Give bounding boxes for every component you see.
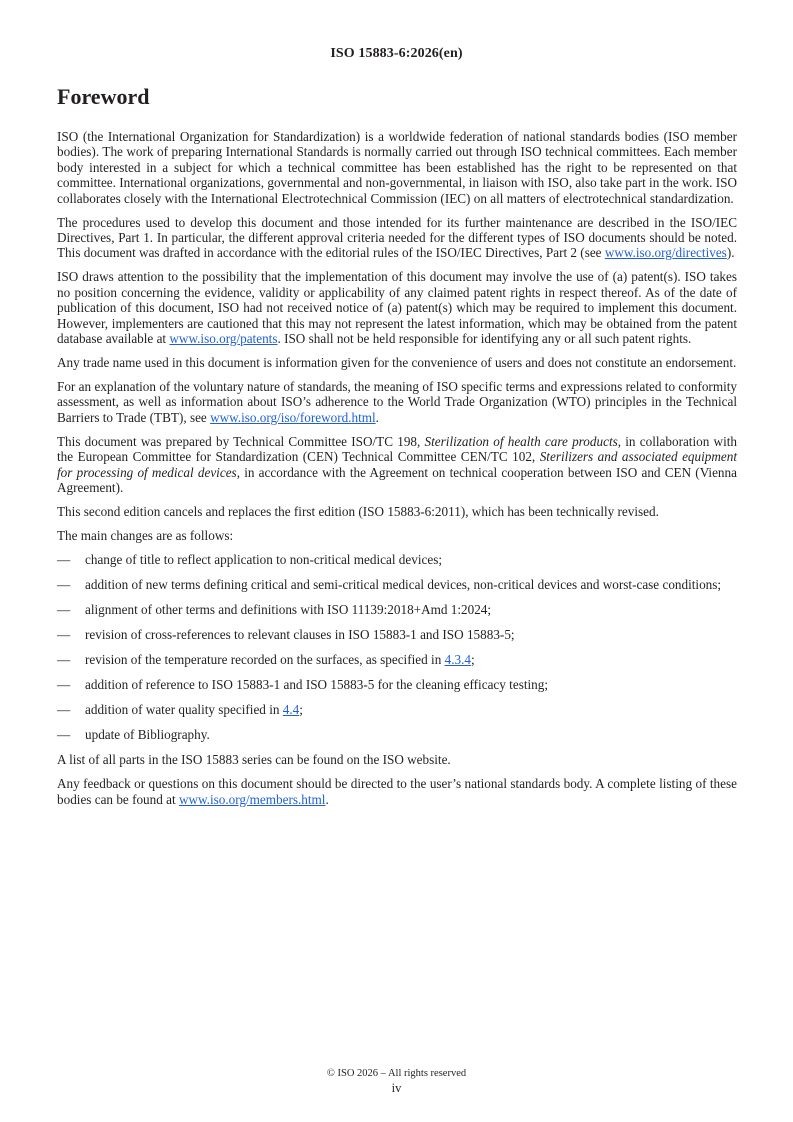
list-item-text: ; bbox=[470, 652, 475, 668]
paragraph-patents bbox=[57, 269, 737, 346]
list-item-text: addition of reference to ISO 15883-1 and ISO 15883-5 for the cleaning efficacy testing; bbox=[85, 677, 549, 693]
paragraph-text: . bbox=[325, 791, 329, 807]
paragraph-series-list: A list of all parts in the ISO 15883 series can be found on the ISO website. bbox=[57, 752, 451, 768]
dash-bullet: — bbox=[57, 577, 71, 593]
page-number: iv bbox=[391, 1081, 402, 1095]
dash-bullet: — bbox=[57, 727, 71, 743]
committee-title-cen: Sterilizers and associated equipment for processing of medical devices bbox=[57, 449, 738, 480]
dash-bullet: — bbox=[57, 652, 71, 668]
paragraph-procedures bbox=[57, 215, 737, 261]
page-footer bbox=[0, 1066, 793, 1096]
paragraph-text: . ISO shall not be held responsible for identifying any or all such patent rights. bbox=[277, 331, 692, 347]
dash-bullet: — bbox=[57, 627, 71, 643]
paragraph-edition: This second edition cancels and replaces the first edition (ISO 15883-6:2011), which has been technically revised. bbox=[57, 504, 659, 520]
list-item bbox=[57, 727, 737, 742]
paragraph-text: , in collaboration with the European Committee for Standardization (CEN) Technical Committee CEN/TC 102, bbox=[57, 433, 737, 465]
copyright-notice: © ISO 2026 – All rights reserved bbox=[326, 1068, 467, 1079]
list-item bbox=[57, 652, 737, 667]
paragraph-main-changes-intro: The main changes are as follows: bbox=[57, 528, 234, 544]
clause-4-4-link[interactable]: 4.4 bbox=[282, 702, 300, 718]
paragraph-text: The procedures used to develop this document and those intended for its further maintenance are described in the ISO/IEC Directives, Part 1. In particular, the different approval criteria needed for the different types of ISO documents should be noted. This document was drafted in accordance with the editorial rules of the ISO/IEC Directives, Part 2 (see bbox=[57, 214, 737, 261]
list-item-text: addition of new terms defining critical and semi-critical medical devices, non-critical devices and worst-case conditions; bbox=[85, 577, 722, 593]
dash-bullet: — bbox=[57, 552, 71, 568]
list-item-text: alignment of other terms and definitions with ISO 11139:2018+Amd 1:2024; bbox=[85, 602, 492, 618]
list-item bbox=[57, 602, 737, 617]
dash-bullet: — bbox=[57, 677, 71, 693]
paragraph-trade-name: Any trade name used in this document is information given for the convenience of users and does not constitute an endorsement. bbox=[57, 355, 737, 371]
list-item-text: update of Bibliography. bbox=[85, 727, 210, 743]
paragraph-text: ). bbox=[726, 245, 735, 261]
list-item-text: addition of water quality specified in bbox=[85, 702, 283, 718]
list-item bbox=[57, 702, 737, 717]
committee-title-iso: Sterilization of health care products bbox=[424, 433, 618, 449]
paragraph-iso-intro: ISO (the International Organization for Standardization) is a worldwide federation of national standards bodies (ISO member bodies). The work of preparing International Standards is normally carried out through ISO technical committees. Each member body interested in a subject for which a technical committee has been established has the right to be represented on that committee. International organizations, governmental and non-governmental, in liaison with ISO, also take part in the work. ISO collaborates closely with the International Electrotechnical Commission (IEC) on all matters of electrotechnical standardization. bbox=[57, 129, 737, 206]
paragraph-text: Any feedback or questions on this document should be directed to the user’s national standards body. A complete listing of these bodies can be found at bbox=[57, 776, 737, 807]
changes-list bbox=[57, 552, 737, 742]
list-item bbox=[57, 677, 737, 692]
foreword-link[interactable]: www.iso.org/iso/foreword.html bbox=[210, 409, 376, 425]
paragraph-text: This document was prepared by Technical Committee ISO/TC 198, bbox=[57, 433, 425, 449]
list-item bbox=[57, 627, 737, 642]
list-item-text: change of title to reflect application to non-critical medical devices; bbox=[85, 552, 443, 568]
patents-link[interactable]: www.iso.org/patents bbox=[169, 331, 278, 347]
list-item bbox=[57, 552, 737, 567]
paragraph-text: . bbox=[375, 409, 379, 425]
list-item-text: revision of cross-references to relevant clauses in ISO 15883-1 and ISO 15883-5; bbox=[85, 627, 515, 643]
list-item bbox=[57, 577, 737, 592]
paragraph-text: , in accordance with the Agreement on technical cooperation between ISO and CEN (Vienna Agreement). bbox=[57, 464, 737, 496]
document-id-header: ISO 15883-6:2026(en) bbox=[330, 46, 463, 61]
paragraph-text: ISO draws attention to the possibility that the implementation of this document may involve the use of (a) patent(s). ISO takes no position concerning the evidence, validity or applicability of any claimed patent rights in respect thereof. As of the date of publication of this document, ISO had not received notice of (a) patent(s) which may be required to implement this document. However, implementers are cautioned that this may not represent the latest information, which may be obtained from the patent database available at bbox=[57, 269, 737, 347]
paragraph-text: For an explanation of the voluntary nature of standards, the meaning of ISO specific terms and expressions related to conformity assessment, as well as information about ISO’s adherence to the World Trade Organization (WTO) principles in the Technical Barriers to Trade (TBT), see bbox=[57, 379, 737, 425]
members-link[interactable]: www.iso.org/members.html bbox=[178, 791, 326, 807]
paragraph-feedback bbox=[57, 776, 737, 807]
directives-link[interactable]: www.iso.org/directives bbox=[604, 245, 727, 261]
page-title: Foreword bbox=[57, 84, 150, 109]
paragraph-prepared-by bbox=[57, 434, 737, 496]
list-item-text: revision of the temperature recorded on the surfaces, as specified in bbox=[85, 652, 445, 668]
paragraph-voluntary-nature bbox=[57, 379, 737, 425]
dash-bullet: — bbox=[57, 602, 71, 618]
dash-bullet: — bbox=[57, 702, 71, 718]
clause-4-3-4-link[interactable]: 4.3.4 bbox=[444, 652, 471, 668]
foreword-body bbox=[57, 129, 737, 816]
list-item-text: ; bbox=[299, 702, 303, 718]
